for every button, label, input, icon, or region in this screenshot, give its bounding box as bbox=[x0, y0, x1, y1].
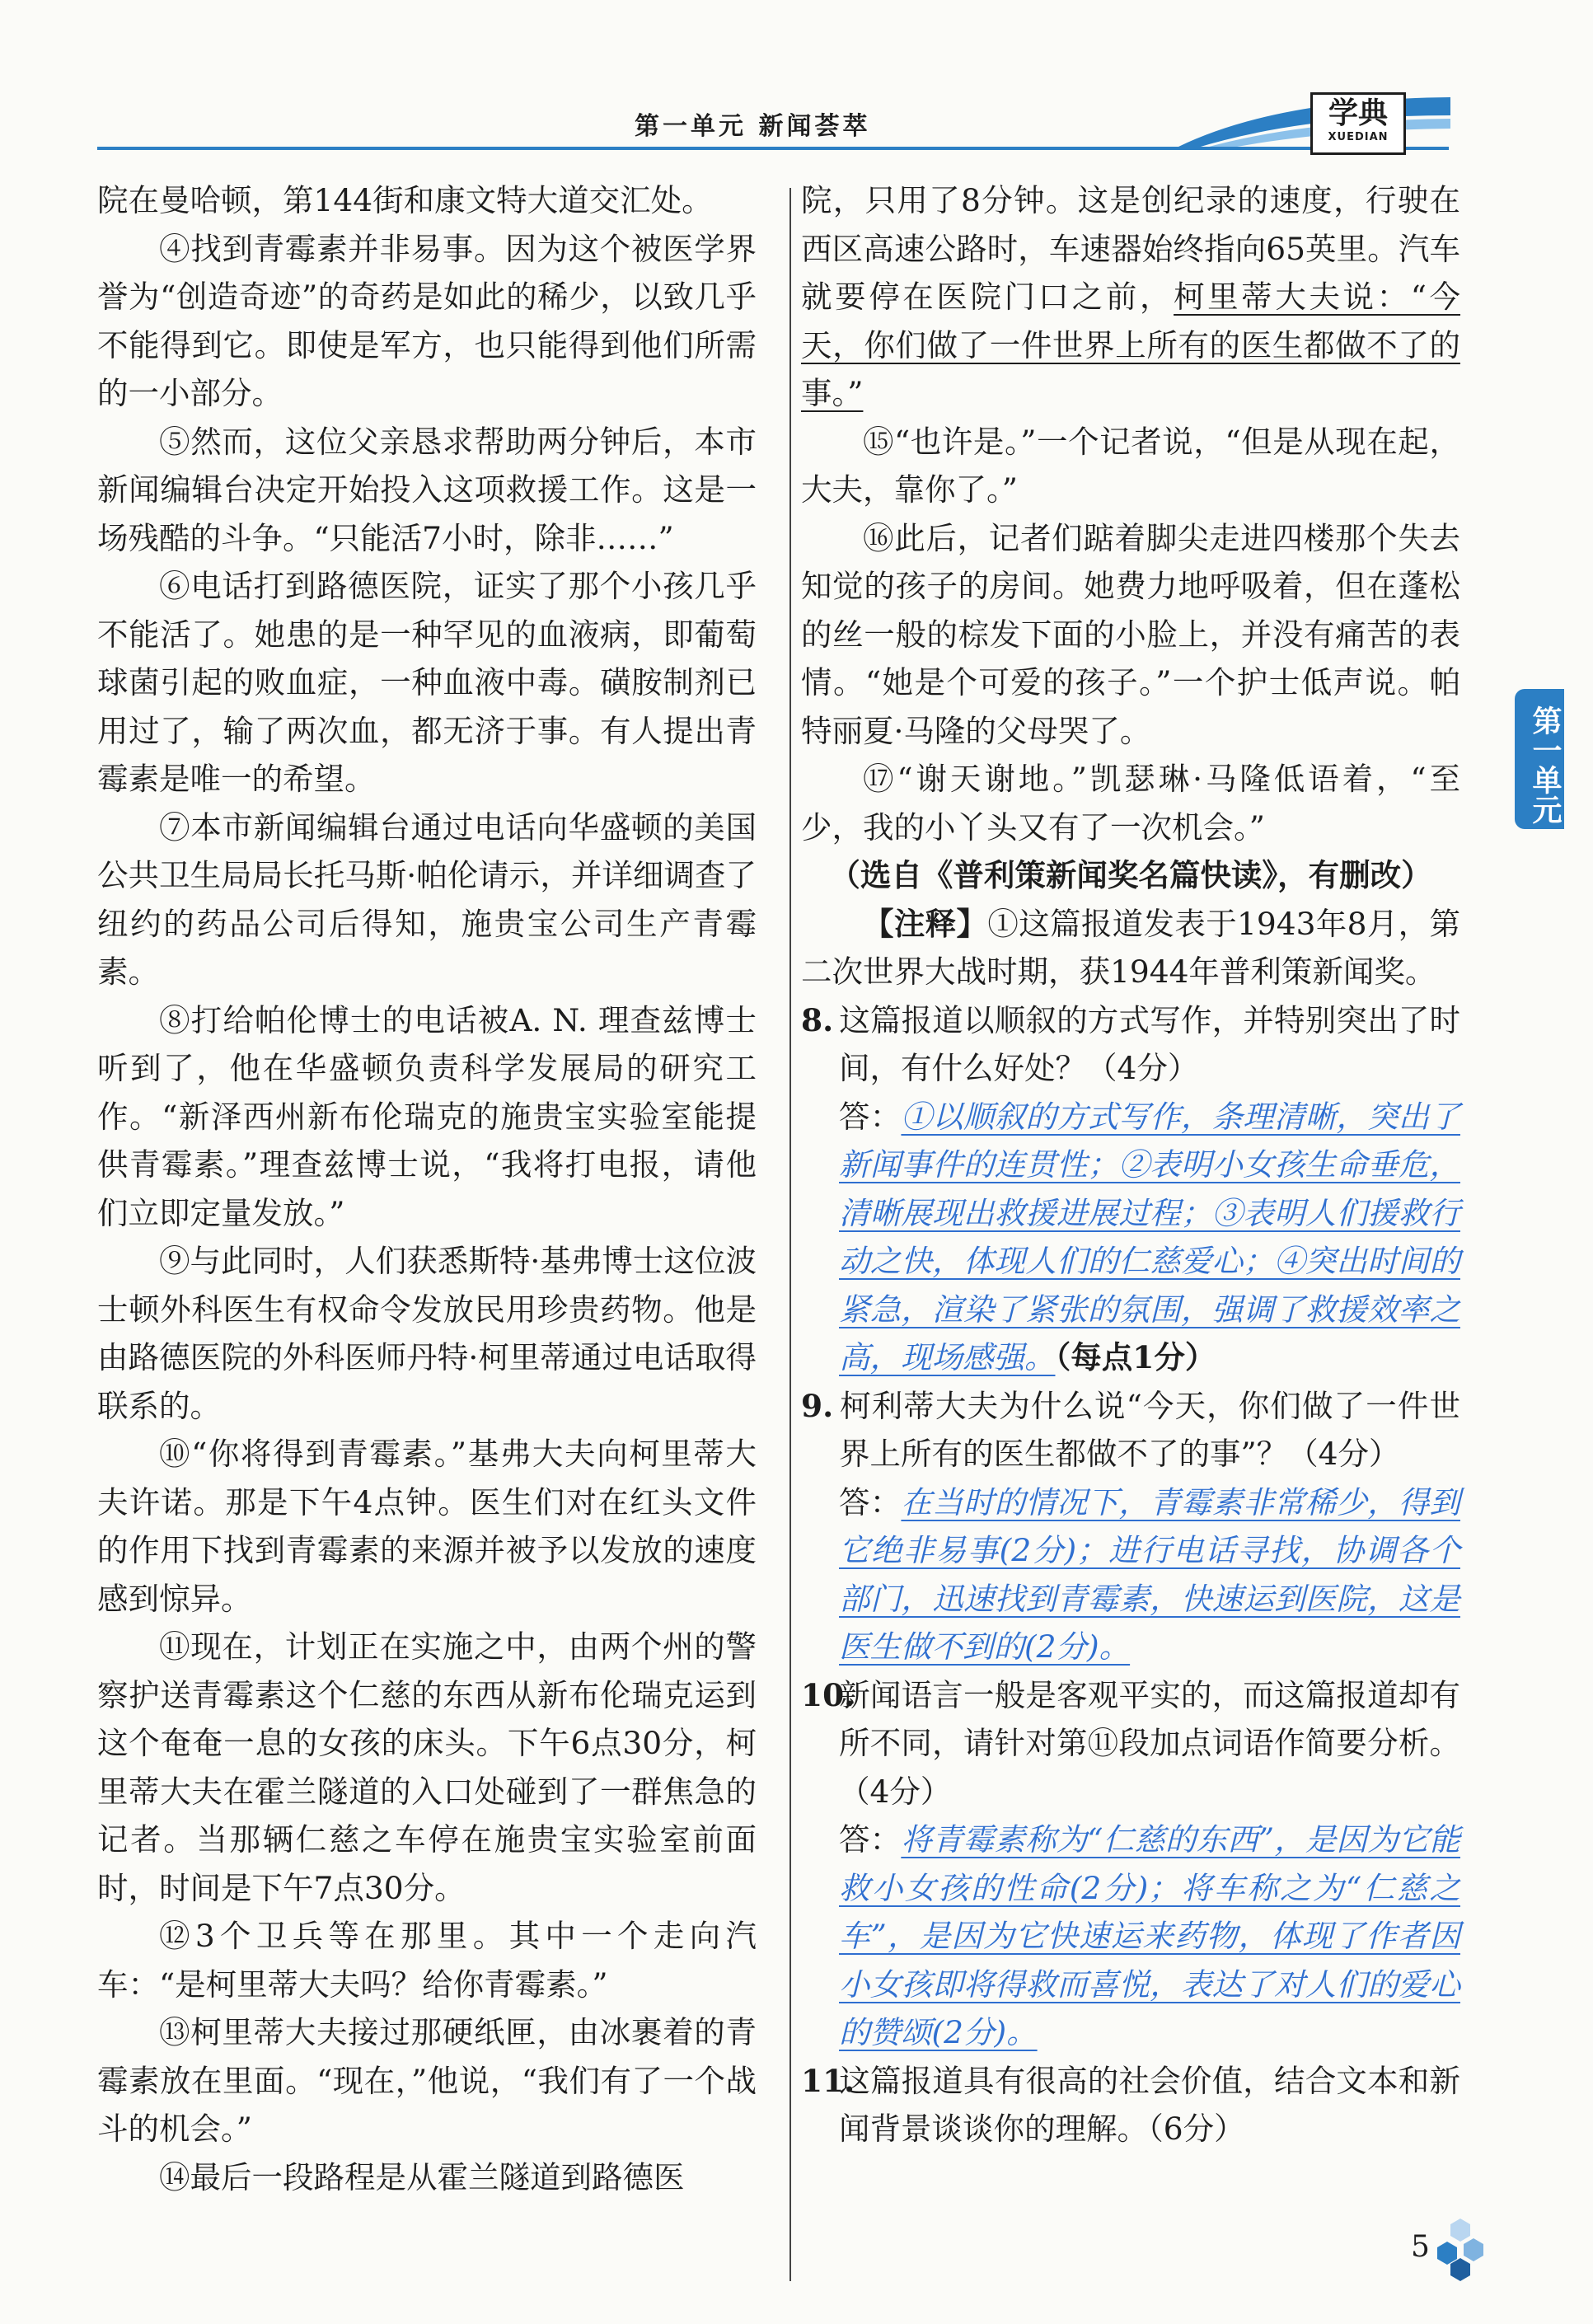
answer-text: 在当时的情况下，青霉素非常稀少，得到它绝非易事(2分)；进行电话寻找，协调各个部门，迅速找到青霉素，快速运到医院，这是医生做不到的(2分)。 bbox=[839, 1483, 1460, 1665]
answer-label: 答： bbox=[839, 1098, 902, 1135]
question-number: 10. bbox=[801, 1676, 855, 1713]
answer bbox=[801, 1816, 1460, 2057]
article-paragraph-continued bbox=[801, 176, 1460, 418]
question-number: 11. bbox=[801, 2062, 855, 2099]
question-text: 这篇报道以顺叙的方式写作，并特别突出了时间，有什么好处？（4分） bbox=[839, 1001, 1460, 1086]
header-rule bbox=[97, 147, 1449, 150]
article-paragraph: ⑤然而，这位父亲恳求帮助两分钟后，本市新闻编辑台决定开始投入这项救援工作。这是一场残酷的斗争。“只能活7小时，除非……” bbox=[97, 423, 757, 556]
logo-main-text: 学典 bbox=[1328, 96, 1388, 130]
footnote bbox=[801, 900, 1460, 996]
article-paragraph: ⑨与此同时，人们获悉斯特·基弗博士这位波士顿外科医生有权命令发放民用珍贵药物。他是由路德医院的外科医师丹特·柯里蒂通过电话取得联系的。 bbox=[97, 1243, 757, 1424]
answer-text: ①以顺叙的方式写作，条理清晰，突出了新闻事件的连贯性；②表明小女孩生命垂危，清晰展现出救援进展过程；③表明人们援救行动之快，体现人们的仁慈爱心；④突出时间的紧急，渲染了紧张的氛围，强调了救援效率之高，现场感强。 bbox=[839, 1098, 1460, 1375]
question-text: 新闻语言一般是客观平实的，而这篇报道却有所不同，请针对第⑪段加点词语作简要分析。（4分） bbox=[839, 1676, 1460, 1810]
article-paragraph: ⑮“也许是。”一个记者说，“但是从现在起，大夫，靠你了。” bbox=[801, 423, 1460, 508]
article-paragraph: ④找到青霉素并非易事。因为这个被医学界誉为“创造奇迹”的奇药是如此的稀少，以致几乎不能得到它。即使是军方，也只能得到他们所需的一小部分。 bbox=[97, 230, 757, 411]
question-text: 这篇报道具有很高的社会价值，结合文本和新闻背景谈谈你的理解。（6分） bbox=[839, 2062, 1460, 2147]
continued-text: 院，只用了8分钟。这是创纪录的速度，行驶在西区高速公路时，车速器始终指向65英里。汽车就要停在医院门口之前， bbox=[801, 182, 1460, 315]
article-paragraph: 院在曼哈顿，第144街和康文特大道交汇处。 bbox=[97, 182, 713, 218]
article-paragraph: ⑫3个卫兵等在那里。其中一个走向汽车：“是柯里蒂大夫吗？给你青霉素。” bbox=[97, 1918, 757, 2003]
hexagon-decoration-icon bbox=[1426, 2217, 1483, 2283]
right-column bbox=[801, 176, 1460, 2153]
unit-title: 第一单元 新闻荟萃 bbox=[635, 112, 871, 141]
article-paragraph: ⑧打给帕伦博士的电话被A. N. 理查兹博士听到了，他在华盛顿负责科学发展局的研究工作。“新泽西州新布伦瑞克的施贵宝实验室能提供青霉素。”理查兹博士说，“我将打电报，请他们立即定量发放。” bbox=[97, 1001, 757, 1231]
question-text: 柯利蒂大夫为什么说“今天，你们做了一件世界上所有的医生都做不了的事”？（4分） bbox=[839, 1387, 1460, 1472]
article-paragraph: ⑭最后一段路程是从霍兰隧道到路德医 bbox=[159, 2158, 685, 2195]
source-citation: （选自《普利策新闻奖名篇快读》，有删改） bbox=[829, 857, 1432, 893]
question bbox=[801, 996, 1460, 1093]
article-paragraph: ⑪现在，计划正在实施之中，由两个州的警察护送青霉素这个仁慈的东西从新布伦瑞克运到这个奄奄一息的女孩的床头。下午6点30分，柯里蒂大夫在霍兰隧道的入口处碰到了一群焦急的记者。当那辆仁慈之车停在施贵宝实验室前面时，时间是下午7点30分。 bbox=[97, 1628, 757, 1906]
answer-label: 答： bbox=[839, 1821, 902, 1858]
article-paragraph: ⑬柯里蒂大夫接过那硬纸匣，由冰裹着的青霉素放在里面。“现在，”他说，“我们有了一个战斗的机会。” bbox=[97, 2014, 757, 2147]
logo-sub-text: XUEDIAN bbox=[1328, 131, 1389, 143]
publisher-logo bbox=[1310, 92, 1406, 155]
answer-score: （每点1分） bbox=[1055, 1339, 1216, 1375]
article-paragraph: ⑯此后，记者们踮着脚尖走进四楼那个失去知觉的孩子的房间。她费力地呼吸着，但在蓬松的丝一般的棕发下面的小脸上，并没有痛苦的表情。“她是个可爱的孩子。”一个护士低声说。帕特丽夏·马隆的父母哭了。 bbox=[801, 519, 1460, 749]
article-paragraph: ⑦本市新闻编辑台通过电话向华盛顿的美国公共卫生局局长托马斯·帕伦请示，并详细调查了纽约的药品公司后得知，施贵宝公司生产青霉素。 bbox=[97, 808, 757, 990]
unit-side-tab: 第一单元 bbox=[1515, 689, 1564, 829]
article-paragraph: ⑥电话打到路德医院，证实了那个小孩几乎不能活了。她患的是一种罕见的血液病，即葡萄球菌引起的败血症，一种血液中毒。磺胺制剂已用过了，输了两次血，都无济于事。有人提出青霉素是唯一的希望。 bbox=[97, 568, 757, 797]
question bbox=[801, 1671, 1460, 1816]
question-number: 8. bbox=[801, 1001, 834, 1038]
question bbox=[801, 1382, 1460, 1478]
article-paragraph: ⑩“你将得到青霉素。”基弗大夫向柯里蒂大夫许诺。那是下午4点钟。医生们对在红头文件的作用下找到青霉素的来源并被予以发放的速度感到惊异。 bbox=[97, 1436, 757, 1617]
answer bbox=[801, 1093, 1460, 1382]
article-paragraph: ⑰“谢天谢地。”凯瑟琳·马隆低语着，“至少，我的小丫头又有了一次机会。” bbox=[801, 761, 1460, 846]
page-number: 5 bbox=[1411, 2230, 1430, 2264]
underlined-quote: 柯里蒂大夫说：“今天，你们做了一件世界上所有的医生都做不了的事。” bbox=[801, 279, 1461, 411]
left-column bbox=[97, 176, 757, 2201]
answer-label: 答： bbox=[839, 1483, 902, 1520]
footnote-text: ①这篇报道发表于1943年8月，第二次世界大战时期，获1944年普利策新闻奖。 bbox=[801, 905, 1460, 990]
question bbox=[801, 2057, 1460, 2153]
page-header bbox=[0, 0, 1593, 165]
answer-text: 将青霉素称为“仁慈的东西”，是因为它能救小女孩的性命(2分)；将车称之为“仁慈之车”，是因为它快速运来药物，体现了作者因小女孩即将得救而喜悦，表达了对人们的爱心的赞颂(2分)。 bbox=[839, 1821, 1461, 2050]
column-divider bbox=[789, 188, 791, 2281]
question-number: 9. bbox=[801, 1387, 834, 1424]
footnote-label: 【注释】 bbox=[863, 905, 988, 942]
answer bbox=[801, 1478, 1460, 1671]
